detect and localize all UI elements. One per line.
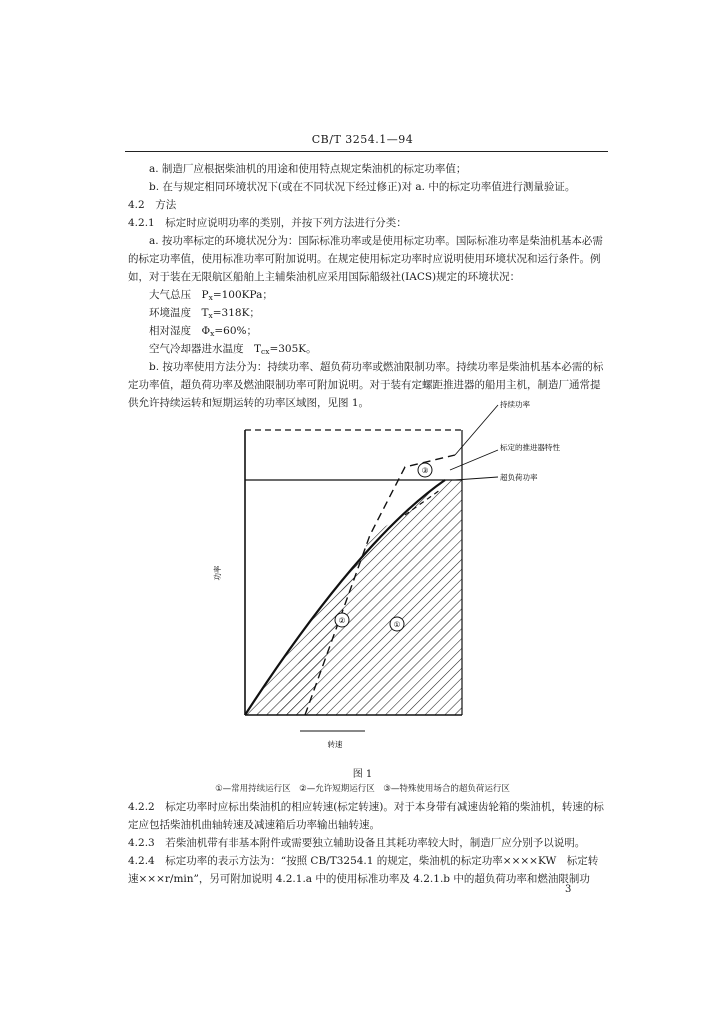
item-b: b. 在与规定相同环境状况下(或在不同状况下经过修正)对 a. 中的标定功率值进行测量验证。 xyxy=(149,181,576,193)
figure-svg xyxy=(200,395,590,775)
region-1-marker: ① xyxy=(393,620,401,629)
power-region-figure xyxy=(200,395,590,775)
section-4-2-1: 4.2.1 标定时应说明功率的类别，并按下列方法进行分类： xyxy=(128,217,407,229)
param-cooler-water: 空气冷却器进水温度 $T_{cx}=305K$。 xyxy=(149,343,317,356)
environment-params xyxy=(149,286,608,358)
label-overload-power: 超负荷功率 xyxy=(500,473,538,482)
region-3-marker: ③ xyxy=(421,466,429,475)
section-4-2-4: 4.2.4 标定功率的表示方法为：“按照 CB/T3254.1 的规定，柴油机的标定功率××××KW 标定转速×××r/min”，另可附加说明 4.2.1.a 中的使用标准功率及 4.2.1.b 中的超负荷功率和燃油限制功 xyxy=(128,855,599,885)
label-continuous-power: 持续功率 xyxy=(500,400,530,409)
param-temperature: 环境温度 $T_x=318K$； xyxy=(149,307,260,320)
label-propeller-curve: 标定的推进器特性 xyxy=(500,443,560,452)
region-2-marker: ② xyxy=(338,616,346,625)
figure-caption: ①—常用持续运行区 ②—允许短期运行区 ③—特殊使用场合的超负荷运行区 xyxy=(215,784,510,794)
item-a: a. 制造厂应根据柴油机的用途和使用特点规定柴油机的标定功率值； xyxy=(149,163,467,175)
region-1-area xyxy=(245,480,462,715)
para-b: b. 按功率使用方法分为：持续功率、超负荷功率或燃油限制功率。持续功率是柴油机基本必需的标定功率值，超负荷功率及燃油限制功率可附加说明。对于装有定螺距推进器的船用主机，制造厂通常提供允许持续运转和短期运转的功率区域图，见图 1。 xyxy=(128,361,604,409)
y-axis-label: 功率 xyxy=(213,565,222,581)
para-a: a. 按功率标定的环境状况分为：国际标准功率或是使用标定功率。国际标准功率是柴油机基本必需的标定功率值，使用标准功率可附加说明。在规定使用标定功率时应说明使用环境状况和运行条件。例如，对于装在无限航区船舶上主辅柴油机应采用国际船级社(IACS)规定的环境状况： xyxy=(128,235,603,283)
section-4-2-2: 4.2.2 标定功率时应标出柴油机的相应转速(标定转速)。对于本身带有减速齿轮箱的柴油机，转速的标定应包括柴油机曲轴转速及减速箱后功率输出轴转速。 xyxy=(128,801,604,831)
param-pressure: 大气总压 $P_x=100KPa$； xyxy=(149,289,273,302)
param-humidity: 相对湿度 $\Phi_x=60\%$； xyxy=(149,325,257,338)
top-text-block xyxy=(128,160,608,412)
section-4-2: 4.2 方法 xyxy=(128,199,177,211)
x-axis-label: 转速 xyxy=(327,740,343,749)
figure-title: 图 1 xyxy=(352,769,373,780)
bottom-text-block xyxy=(128,798,608,888)
section-4-2-3: 4.2.3 若柴油机带有非基本附件或需要独立辅助设备且其耗功率较大时，制造厂应分别予以说明。 xyxy=(128,837,586,849)
header-rule xyxy=(125,151,608,152)
page-number: 3 xyxy=(565,884,572,895)
page-header: CB/T 3254.1—94 xyxy=(311,133,414,146)
